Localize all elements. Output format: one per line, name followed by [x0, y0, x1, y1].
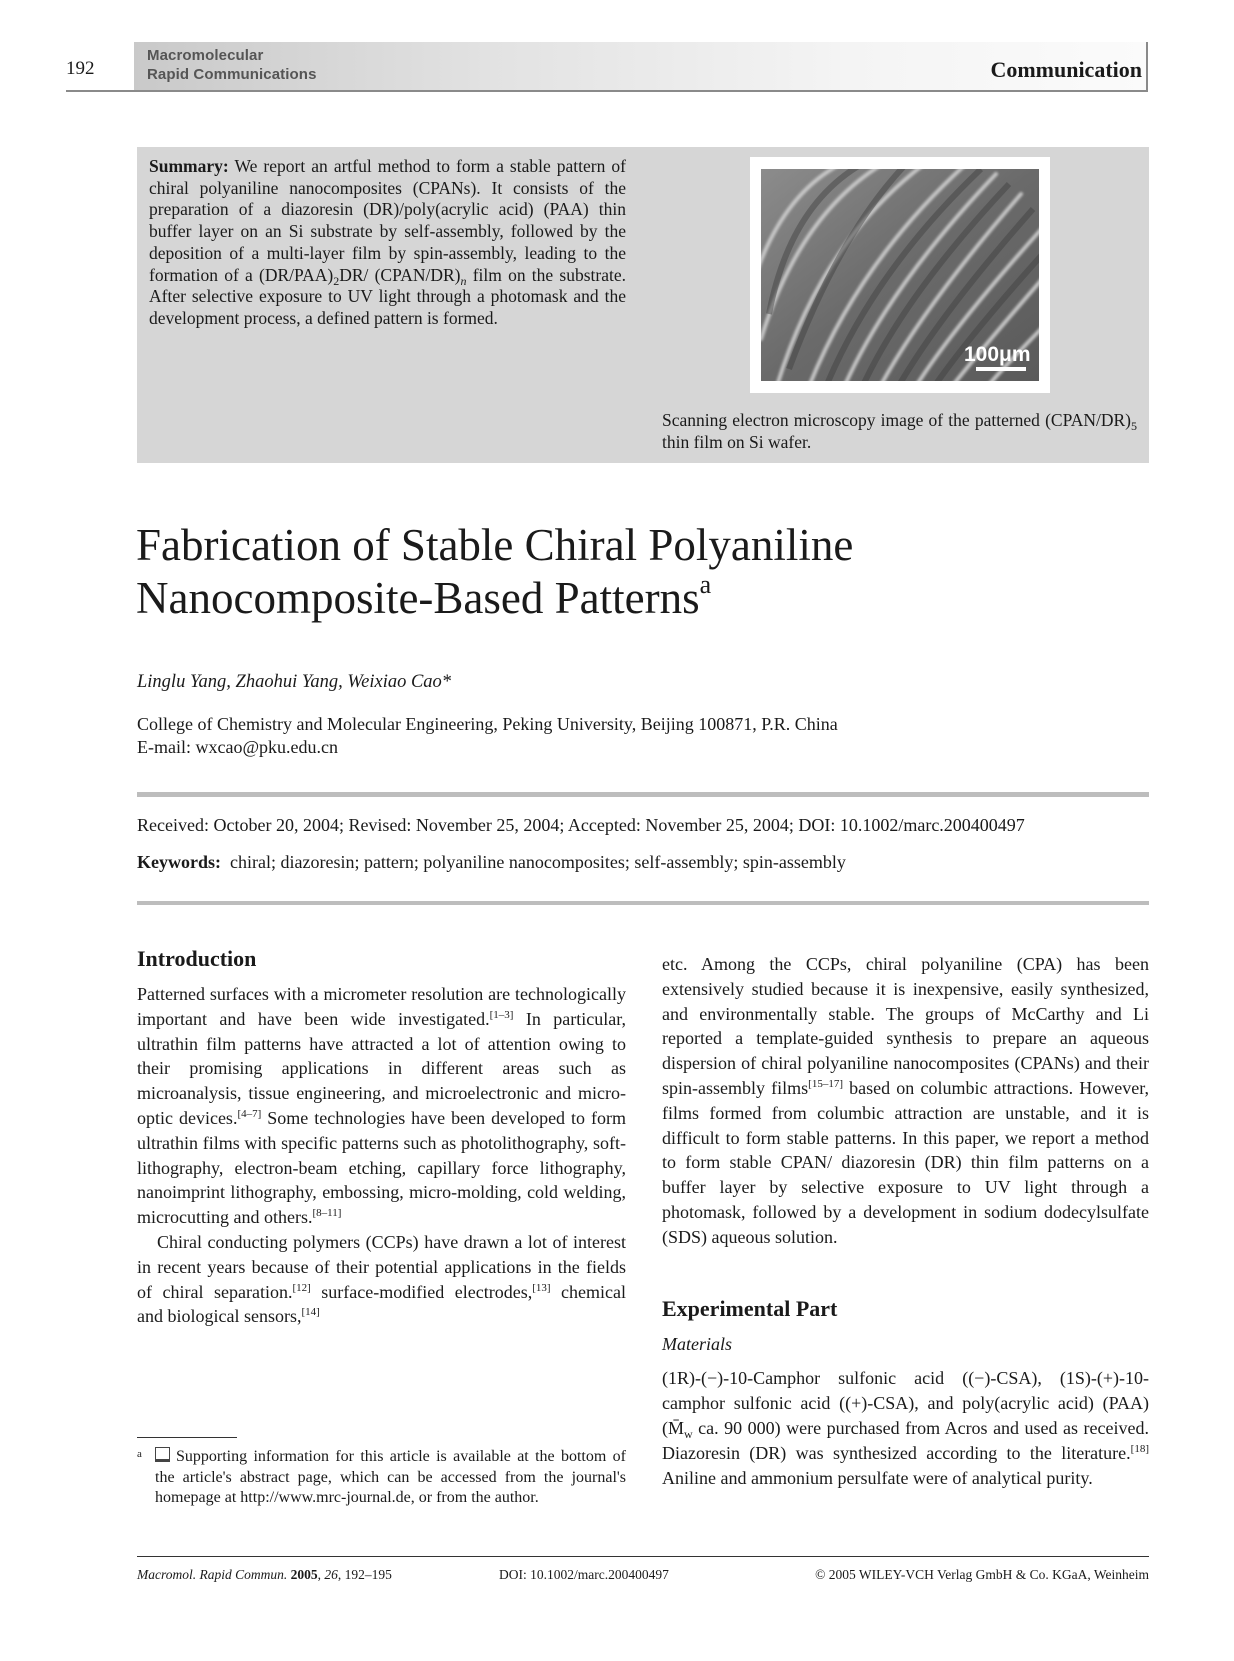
computer-icon	[155, 1447, 170, 1462]
citation-18[interactable]: [18]	[1130, 1442, 1149, 1455]
affiliation: College of Chemistry and Molecular Engineering, Peking University, Beijing 100871, P.R. China	[137, 714, 838, 734]
sem-micrograph-image	[761, 169, 1039, 381]
footer-citation: Macromol. Rapid Commun. 2005, 26, 192–195	[137, 1567, 392, 1582]
keywords-label: Keywords:	[137, 852, 221, 872]
keywords-list: chiral; diazoresin; pattern; polyaniline nanocomposites; self-assembly; spin-assembly	[230, 852, 846, 872]
footer-rule	[137, 1556, 1149, 1557]
experimental-heading: Experimental Part	[662, 1295, 838, 1321]
article-title: Fabrication of Stable Chiral Polyaniline Nanocomposite-Based Patterns$^a$	[136, 520, 854, 623]
footnote-text: Supporting information for this article is available at the bottom of the article's abstract page, which can be accessed from the journal's homepage at http://www.mrc-journal.de, or from the author.	[155, 1448, 626, 1506]
scale-bar	[976, 367, 1026, 371]
author-list: Linglu Yang, Zhaohui Yang, Weixiao Cao*	[137, 672, 452, 692]
footnote-rule	[137, 1437, 237, 1438]
author-email: E-mail: wxcao@pku.edu.cn	[137, 737, 339, 757]
materials-subheading: Materials	[662, 1333, 732, 1354]
section-type-label: Communication	[990, 57, 1142, 82]
intro-paragraph-1: Patterned surfaces with a micrometer resolution are technologically important and have been wide investigated.[1–3] In particular, ultrathin film patterns have attracted a lot of attention owing to their promising applications in different areas such as microanalysis, tissue engineering, and microelectronic and micro-optic devices.[4–7] Some technologies have been developed to form ultrathin films with specific patterns such as photolithography, soft-lithography, electron-beam etching, capillary force lithography, nanoimprint lithography, embossing, micro-molding, cold welding, microcutting and others.[8–11]	[137, 984, 627, 1228]
page-number: 192	[66, 58, 95, 79]
title-footnote-mark: a	[699, 570, 712, 599]
footnote	[137, 1447, 626, 1509]
summary-text: Summary: We report an artful method to form a stable pattern of chiral polyaniline nanocomposites (CPANs). It consists of the preparation of a diazoresin (DR)/poly(acrylic acid) (PAA) thin buffer layer on an Si substrate by self-assembly, followed by the deposition of a multi-layer film by spin-assembly, leading to the formation of a $(DR/PAA)_2DR/$ $(CPAN/DR)_n$ film on the substrate. After selective exposure to UV light through a photomask and the development process, a defined pattern is formed.	[149, 156, 626, 328]
citation-15-17[interactable]: [15–17]	[808, 1077, 843, 1090]
footer-copyright: © 2005 WILEY-VCH Verlag GmbH & Co. KGaA, Weinheim	[815, 1567, 1149, 1582]
affiliation-block	[137, 713, 838, 759]
citation-12[interactable]: [12]	[292, 1281, 311, 1294]
metadata-top-rule	[137, 792, 1149, 797]
citation-4-7[interactable]: [4–7]	[237, 1107, 262, 1120]
keywords-line	[137, 852, 846, 873]
journal-name-line2: Rapid Communications	[147, 66, 317, 83]
citation-14[interactable]: [14]	[301, 1306, 320, 1319]
journal-name-line1: Macromolecular	[147, 47, 264, 64]
summary-label: Summary:	[149, 156, 229, 176]
metadata-bottom-rule	[137, 901, 1149, 905]
received-dates: Received: October 20, 2004; Revised: November 25, 2004; Accepted: November 25, 2004; DOI: 10.1002/marc.200400497	[137, 815, 1025, 835]
footnote-mark: a	[137, 1448, 142, 1460]
citation-1-3[interactable]: [1–3]	[489, 1008, 514, 1021]
figure-caption: Scanning electron microscopy image of the patterned $(CPAN/DR)_5$ thin film on Si wafer.	[662, 410, 1137, 452]
header-rule	[66, 90, 1148, 92]
intro-paragraph-2-continued: etc. Among the CCPs, chiral polyaniline (CPA) has been extensively studied because it is inexpensive, easily synthesized, and environmentally stable. The groups of McCarthy and Li reported a template-guided synthesis to prepare an aqueous dispersion of chiral polyaniline nanocomposites (CPANs) and their spin-assembly films[15–17] based on columbic attractions. However, films formed from columbic attraction are unstable, and it is difficult to form stable patterns. In this paper, we report a method to form stable CPAN/ diazoresin (DR) thin film patterns on a buffer layer by selective exposure to UV light through a photomask, followed by a development in sodium dodecylsulfate (SDS) aqueous solution.	[662, 954, 1149, 1247]
scale-bar-label: 100μm	[964, 343, 1031, 366]
citation-13[interactable]: [13]	[532, 1281, 551, 1294]
body-left-column	[137, 946, 626, 1329]
introduction-heading: Introduction	[137, 946, 257, 971]
citation-8-11[interactable]: [8–11]	[312, 1207, 342, 1220]
footer-doi: DOI: 10.1002/marc.200400497	[499, 1567, 669, 1582]
intro-paragraph-2: Chiral conducting polymers (CCPs) have drawn a lot of interest in recent years because of their potential applications in the fields of chiral separation.[12] surface-modified electrodes,[13] chemical and biological sensors,[14]	[137, 1231, 626, 1327]
body-right-column	[662, 952, 1149, 1490]
materials-paragraph: (1R)-(−)-10-Camphor sulfonic acid ((−)-CSA), (1S)-(+)-10-camphor sulfonic acid ((+)-CSA), and poly(acrylic acid) (PAA) ($M̄_w$ ca. 90 000) were purchased from Acros and used as received. Diazoresin (DR) was synthesized according to the literature.[18] Aniline and ammonium persulfate were of analytical purity.	[662, 1368, 1149, 1488]
